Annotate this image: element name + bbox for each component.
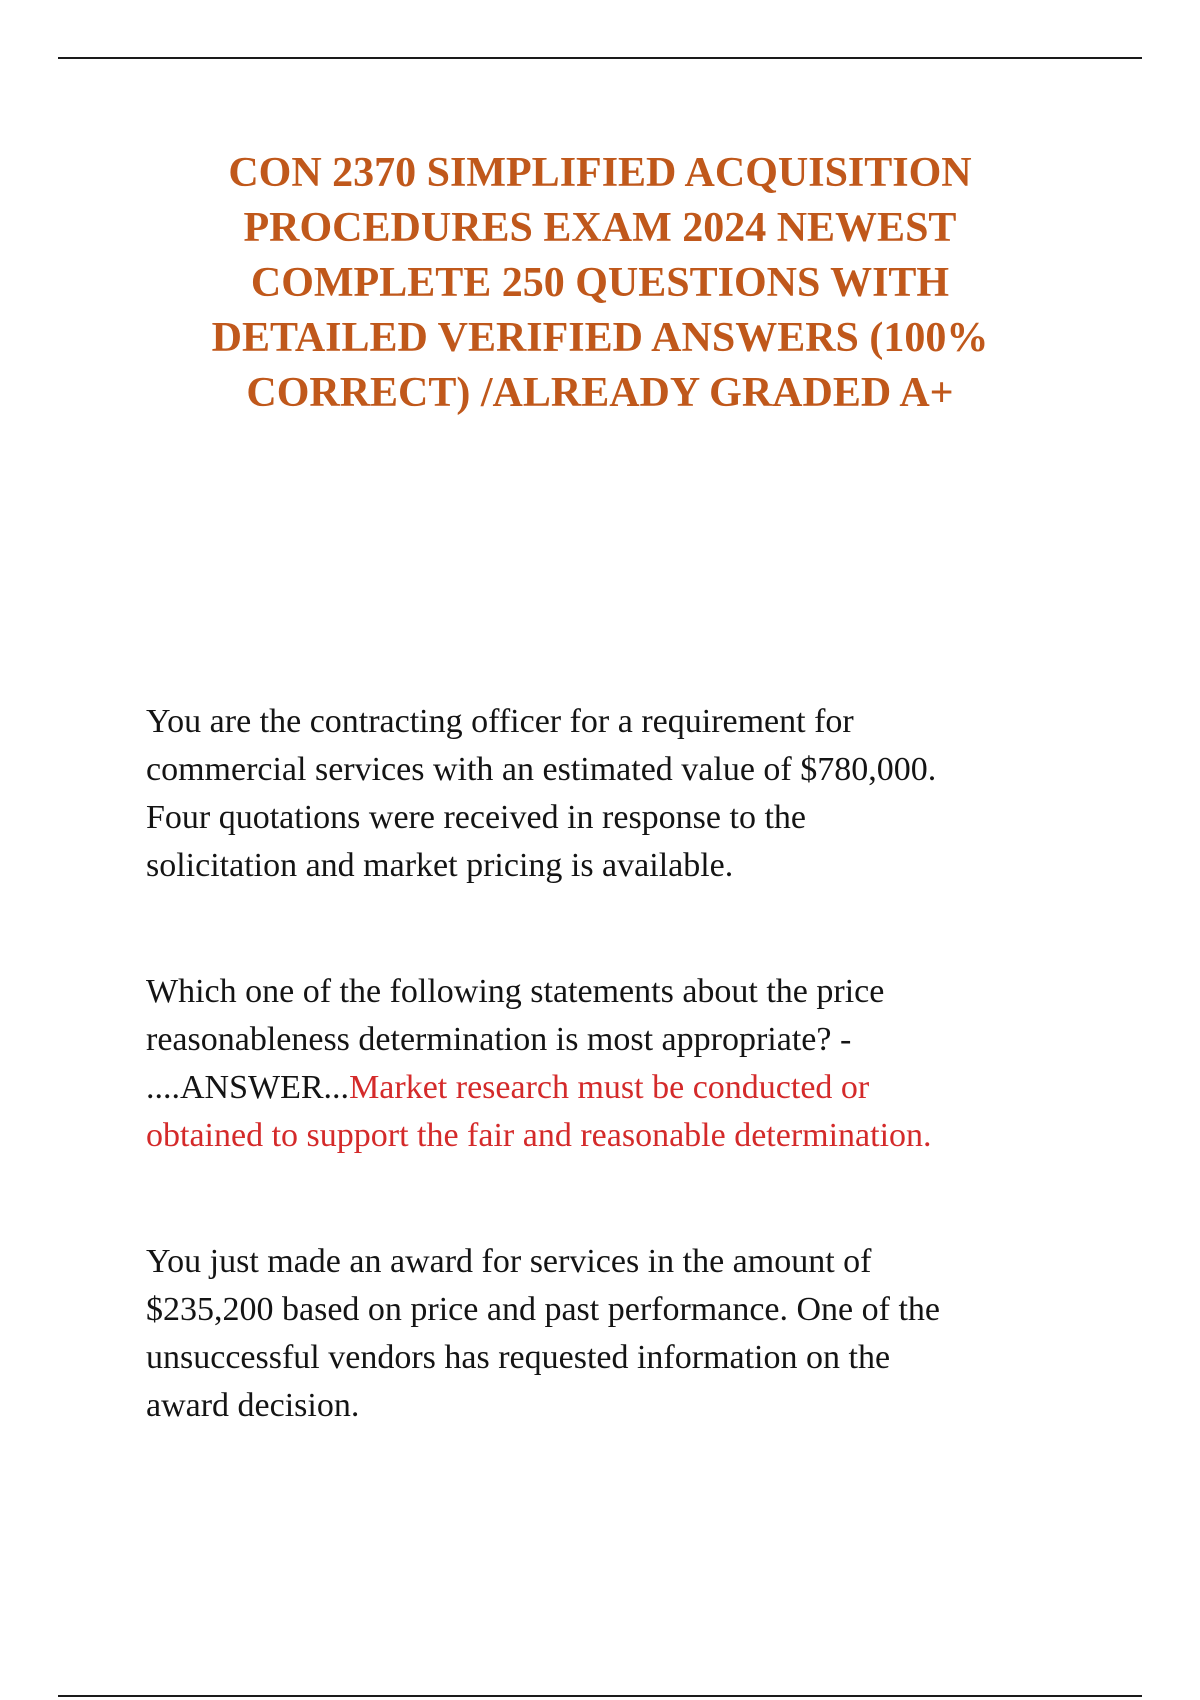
question-1-text: [146, 698, 1086, 890]
header-rule: [58, 57, 1142, 59]
question-line: unsuccessful vendors has requested information on the: [146, 1339, 891, 1376]
question-line: You are the contracting officer for a requirement for: [146, 703, 854, 740]
answer-text: obtained to support the fair and reasonable determination.: [146, 1117, 932, 1154]
footer-rule: [58, 1695, 1142, 1697]
title-line: DETAILED VERIFIED ANSWERS (100%: [211, 315, 989, 361]
question-2-text: [146, 968, 1086, 1160]
title-line: CON 2370 SIMPLIFIED ACQUISITION: [228, 150, 972, 196]
question-line: $235,200 based on price and past performance. One of the: [146, 1291, 941, 1328]
question-line: reasonableness determination is most appropriate? -: [146, 1021, 852, 1058]
title-line: PROCEDURES EXAM 2024 NEWEST: [243, 205, 957, 251]
title-line: COMPLETE 250 QUESTIONS WITH: [250, 260, 950, 306]
title-line: CORRECT) /ALREADY GRADED A+: [246, 370, 954, 416]
answer-text: Market research must be conducted or: [349, 1069, 870, 1106]
question-line: award decision.: [146, 1387, 360, 1424]
question-3-text: [146, 1238, 1086, 1430]
question-line: Which one of the following statements about the price: [146, 973, 885, 1010]
document-title: [140, 146, 1060, 421]
answer-line: [146, 1064, 1086, 1112]
answer-prefix: ....ANSWER...: [146, 1069, 350, 1106]
question-line: commercial services with an estimated value of $780,000.: [146, 751, 937, 788]
question-line: Four quotations were received in response to the: [146, 799, 806, 836]
question-line: You just made an award for services in the amount of: [146, 1243, 872, 1280]
question-line: solicitation and market pricing is available.: [146, 847, 734, 884]
